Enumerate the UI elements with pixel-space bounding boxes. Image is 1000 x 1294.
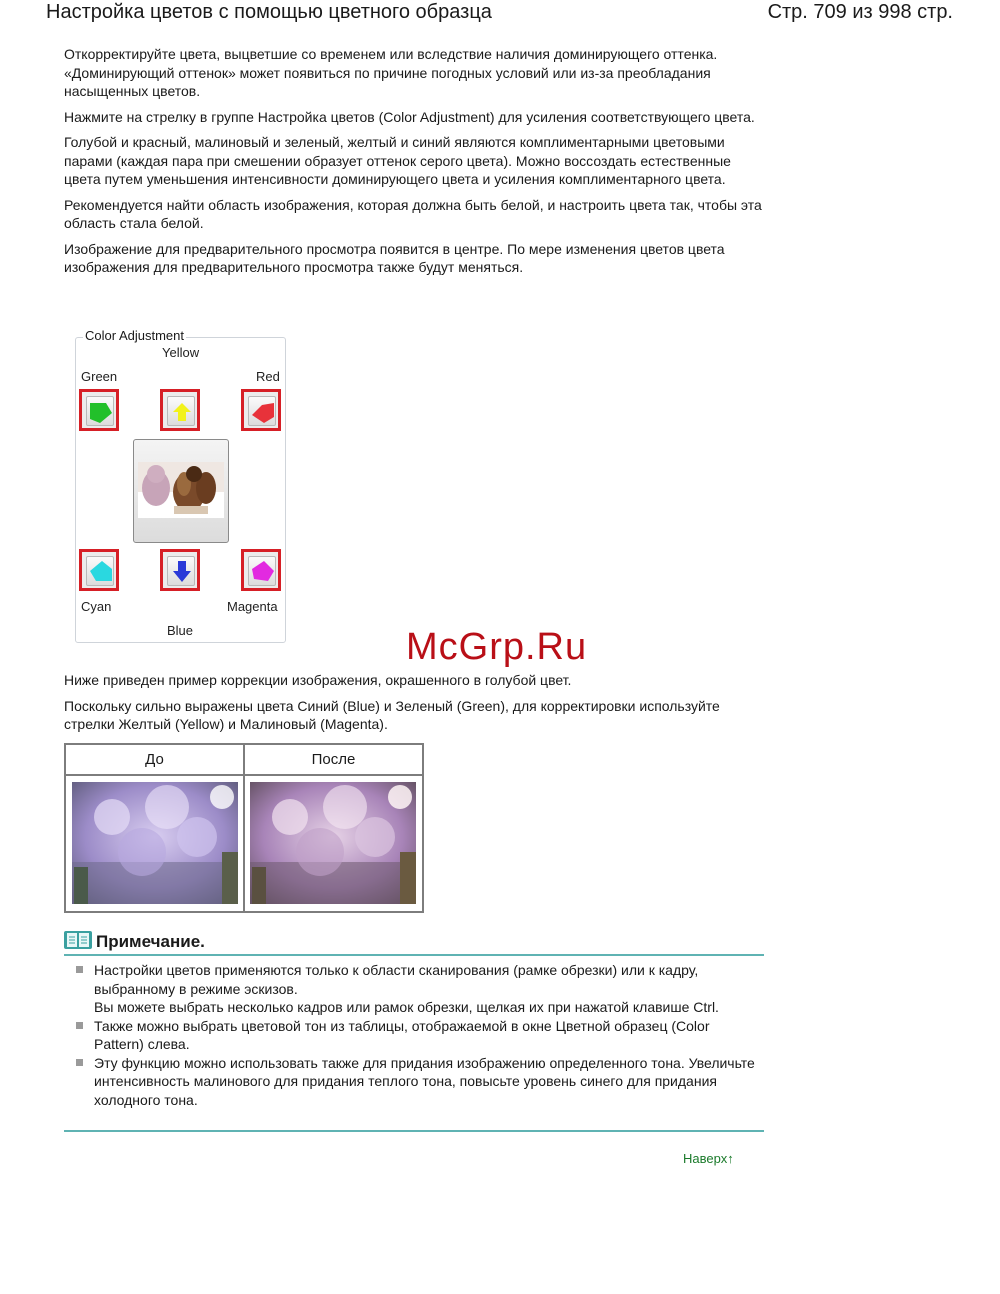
red-arrow-button[interactable] (241, 389, 281, 431)
red-arrow-icon (248, 397, 278, 427)
back-to-top-label[interactable]: Наверх (683, 1151, 728, 1166)
paragraph: Поскольку сильно выражены цвета Синий (Blue) и Зеленый (Green), для корректировки используйте стрелки Желтый (Yellow) и Малиновый (Magenta). (64, 697, 720, 732)
bullet-icon (76, 1059, 83, 1066)
cyan-arrow-icon (86, 557, 116, 587)
book-icon (64, 930, 92, 950)
green-arrow-button[interactable] (79, 389, 119, 431)
table-divider (243, 745, 245, 911)
watermark: McGrp.Ru (406, 626, 588, 668)
paragraph: Рекомендуется найти область изображения, которая должна быть белой, и настроить цвета так, чтобы эта область стала белой. (64, 196, 762, 231)
back-to-top-link[interactable] (683, 1151, 734, 1166)
label-cyan: Cyan (81, 599, 112, 614)
before-photo (72, 782, 238, 904)
after-header: После (311, 751, 356, 768)
blue-arrow-button[interactable] (160, 549, 200, 591)
arrow-up-icon: ↑ (727, 1151, 734, 1166)
color-adjustment-title: Color Adjustment (85, 328, 184, 343)
green-arrow-icon (86, 397, 116, 427)
comparison-table (64, 743, 424, 913)
after-photo (250, 782, 416, 904)
example-text (64, 671, 764, 741)
page-title: Настройка цветов с помощью цветного образца (46, 1, 492, 23)
label-green: Green (81, 369, 118, 384)
bullet-icon (76, 966, 83, 973)
note-divider (64, 1130, 764, 1132)
preview-image (133, 439, 229, 543)
cyan-arrow-button[interactable] (79, 549, 119, 591)
yellow-arrow-button[interactable] (160, 389, 200, 431)
intro-text (64, 45, 764, 284)
note-title: Примечание. (96, 932, 205, 951)
page-counter: Стр. 709 из 998 стр. (767, 1, 953, 23)
bullet-icon (76, 1022, 83, 1029)
label-magenta: Magenta (227, 599, 278, 614)
label-yellow: Yellow (162, 345, 200, 360)
note-text: Вы можете выбрать несколько кадров или рамок обрезки, щелкая их при нажатой клавише Ctrl. (94, 999, 719, 1015)
label-blue: Blue (167, 623, 194, 638)
paragraph: Нажмите на стрелку в группе Настройка цветов (Color Adjustment) для усиления соответствующего цвета. (64, 108, 755, 125)
blue-arrow-icon (167, 557, 197, 587)
preview-teddy-dog-image (134, 440, 228, 542)
list-item (76, 961, 756, 1017)
magenta-arrow-button[interactable] (241, 549, 281, 591)
note-text: Также можно выбрать цветовой тон из таблицы, отображаемой в окне Цветной образец (Color Pattern) слева. (94, 1017, 710, 1052)
label-red: Red (256, 369, 280, 384)
paragraph: Ниже приведен пример коррекции изображения, окрашенного в голубой цвет. (64, 672, 572, 688)
magenta-arrow-icon (248, 557, 278, 587)
note-list (76, 961, 756, 1109)
note-heading (64, 930, 205, 952)
note-text: Эту функцию можно использовать также для придания изображению определенного тона. Увеличьте интенсивность малинового для придания теплого тона, повысьте уровень синего для придания холодного тона. (94, 1054, 755, 1108)
before-header: До (145, 751, 164, 768)
list-item (76, 1054, 756, 1110)
yellow-arrow-icon (167, 397, 197, 427)
paragraph: Изображение для предварительного просмотра появится в центре. По мере изменения цветов цвета изображения для предварительного просмотра также будут меняться. (64, 240, 725, 275)
table-divider (66, 774, 422, 776)
paragraph: Голубой и красный, малиновый и зеленый, желтый и синий являются комплиментарными цветовыми парами (каждая пара при смешении образует оттенок серого цвета). Можно воссоздать естественные цвета путем уменьшения интенсивности доминирующего цвета и усиления комплиментарного цвета. (64, 134, 731, 187)
list-item (76, 1017, 756, 1054)
note-divider (64, 954, 764, 956)
note-text: Настройки цветов применяются только к области сканирования (рамке обрезки) или к кадру, выбранному в режиме эскизов. (94, 962, 699, 997)
paragraph: Откорректируйте цвета, выцветшие со временем или вследствие наличия доминирующего оттенка. «Доминирующий оттенок» может появиться по причине погодных условий или из-за преобладания насыщенных цветов. (64, 46, 718, 99)
